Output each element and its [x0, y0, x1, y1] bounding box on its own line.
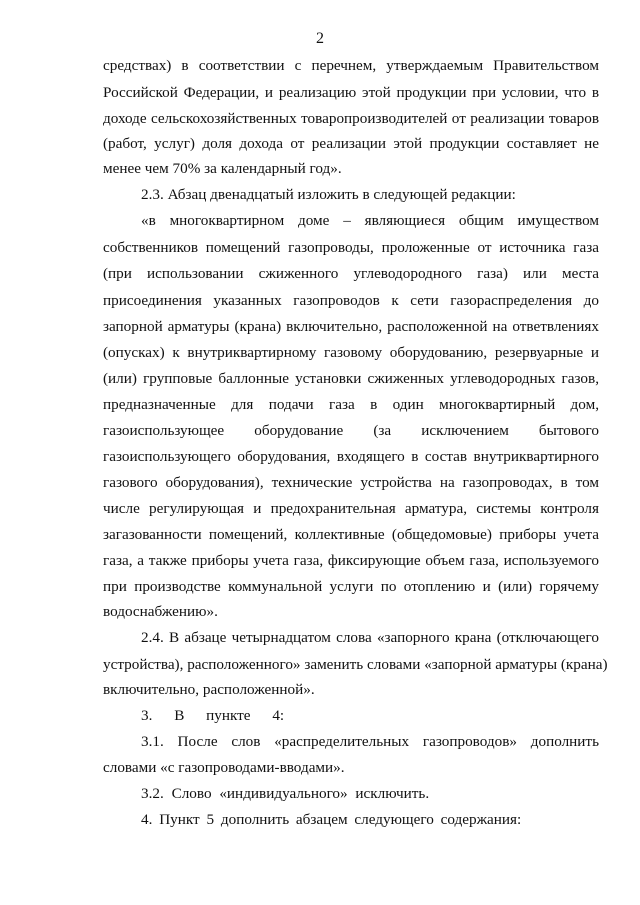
text-line: менее чем 70% за календарный год». [103, 160, 342, 177]
text-line: запорной арматуры (крана) включительно, расположенной на ответвлениях [103, 318, 599, 335]
text-line: (при использовании сжиженного углеводородного газа) или места [103, 265, 599, 282]
text-line: 2.4. В абзаце четырнадцатом слова «запорного крана (отключающего [141, 629, 599, 646]
text-line: 3.2. Слово «индивидуального» исключить. [141, 785, 430, 802]
text-line: доходе сельскохозяйственных товаропроизводителей от реализации товаров [103, 110, 599, 127]
text-line: водоснабжению». [103, 603, 218, 620]
page-number: 2 [316, 30, 324, 47]
text-line: газоиспользующее оборудование (за исключением бытового [103, 422, 599, 439]
text-line: присоединения указанных газопроводов к сети газораспределения до [103, 292, 599, 309]
text-line: 4. Пункт 5 дополнить абзацем следующего содержания: [141, 811, 522, 828]
text-line: (или) групповые баллонные установки сжиженных углеводородных газов, [103, 370, 599, 387]
text-line: собственников помещений газопроводы, проложенные от источника газа [103, 239, 599, 256]
text-line: словами «с газопроводами-вводами». [103, 759, 345, 776]
text-line: (опусках) к внутриквартирному газовому оборудованию, резервуарные и [103, 344, 599, 361]
text-line: устройства), расположенного» заменить словами «запорной арматуры (крана) [103, 656, 608, 673]
text-line: газового оборудования), технические устройства на газопроводах, в том [103, 474, 599, 491]
text-line: средствах) в соответствии с перечнем, утверждаемым Правительством [103, 57, 599, 74]
text-line: (работ, услуг) доля дохода от реализации этой продукции составляет не [103, 135, 599, 152]
text-line: Российской Федерации, и реализацию этой продукции при условии, что в [103, 84, 599, 101]
text-line: «в многоквартирном доме – являющиеся общим имуществом [141, 212, 599, 229]
text-line: газоиспользующего оборудования, входящего в состав внутриквартирного [103, 448, 599, 465]
text-line: 3.1. После слов «распределительных газопроводов» дополнить [141, 733, 599, 750]
text-line: 3. В пункте 4: [141, 707, 285, 724]
text-line: газа, а также приборы учета газа, фиксирующие объем газа, используемого [103, 552, 599, 569]
text-line: числе регулирующая и предохранительная арматура, системы контроля [103, 500, 599, 517]
text-line: предназначенные для подачи газа в один многоквартирный дом, [103, 396, 599, 413]
text-line: включительно, расположенной». [103, 681, 315, 698]
text-line: при производстве коммунальной услуги по отоплению и (или) горячему [103, 578, 599, 595]
text-line: загазованности помещений, коллективные (общедомовые) приборы учета [103, 526, 599, 543]
text-line: 2.3. Абзац двенадцатый изложить в следующей редакции: [141, 186, 516, 203]
